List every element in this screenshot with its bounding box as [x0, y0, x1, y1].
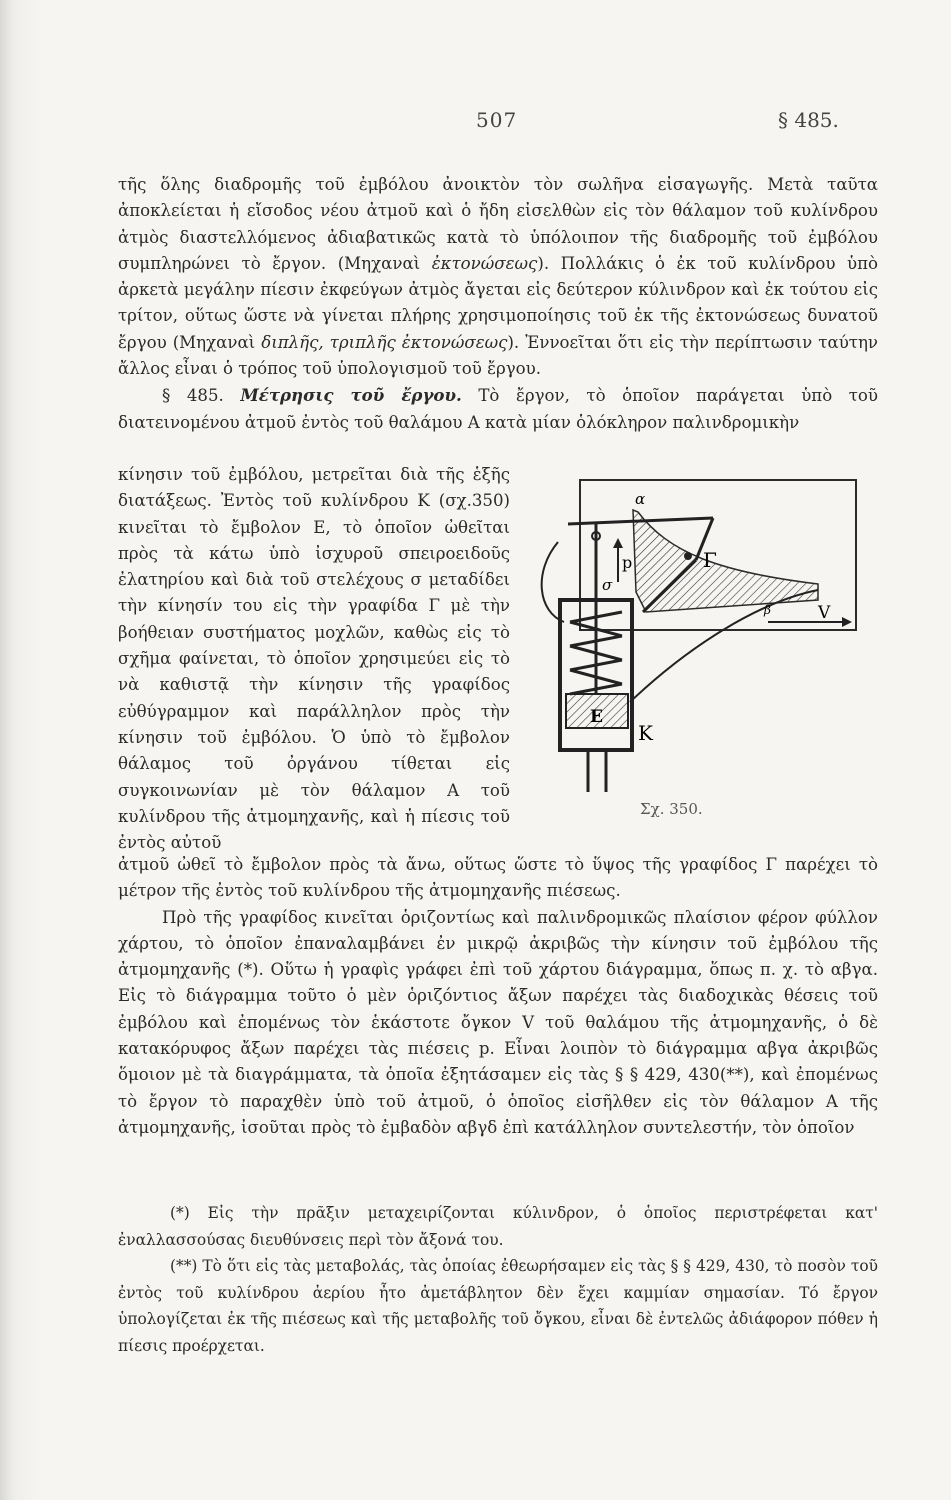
label-v: V — [818, 603, 831, 623]
section-title: Μέτρησις τοῦ ἔργου. — [240, 385, 462, 406]
paragraph-expansion — [118, 172, 878, 382]
p-arrowhead — [613, 538, 623, 548]
footnote-2: (**) Τὸ ὅτι εἰς τὰς μεταβολάς, τὰς ὁποίας ἐθεωρήσαμεν εἰς τὰς § § 429, 430, τὸ ποσὸν τοῦ ἐντὸς τοῦ κυλίνδρου ἀερίου ἦτο ἀμετάβλητον δὲν ἔχει καμμίαν σημασίαν. Τό ἔργον ὑπολογίζεται ἐκ τῆς πιέσεως καὶ τῆς μεταβολῆς τοῦ ὄγκου, εἶναι δὲ ἐντελῶς ἀδιάφορον πόθεν ἡ πίεσις προέρχεται. — [118, 1257, 878, 1355]
section-number: § 485. — [162, 386, 224, 406]
label-alpha: α — [635, 490, 646, 508]
text-run: τῆς ὅλης διαδρομῆς τοῦ ἐμβόλου ἀνοικτὸν τὸν σωλῆνα εἰσαγωγῆς. Μετὰ ταῦτα ἀποκλείεται ἡ εἴσοδος νέου ἀτμοῦ καὶ ὁ ἤδη εἰσελθὼν εἰς τὸν θάλαμον τοῦ κυλίνδρου ἀτμὸς διαστελλόμενος ἀδιαβατικῶς κατὰ τὸ ὑπόλοιπον τῆς διαδρομῆς τοῦ ἐμβόλου συμπληρώνει τὸ ἔργον. (Μηχαναὶ — [118, 175, 878, 273]
text-run: ). Πολλάκις ὁ ἐκ τοῦ κυλίνδρου ὑπὸ ἀρκετὰ μεγάλην πίεσιν ἐκφεύγων ἀτμὸς ἄγεται εἰς δεύτερον κύλινδρον καὶ ἐκ τούτου εἰς τρίτον, οὕτως ὥστε νὰ γίνεται πλήρης χρησιμοποίησις τοῦ ἐκ τῆς ἐκτονώσεως δυνατοῦ ἔργου (Μηχαναὶ — [118, 253, 878, 352]
figure-caption: Σχ. 350. — [640, 800, 703, 818]
paragraph-continuation: ἀτμοῦ ὠθεῖ τὸ ἔμβολον πρὸς τὰ ἄνω, οὕτως ὥστε τὸ ὕψος τῆς γραφίδος Γ παρέχει τὸ μέτρον τῆς ἐντὸς τοῦ κυλίνδρου τῆς ἀτμομηχανῆς πιέσεως. — [118, 855, 878, 901]
label-p: p — [622, 553, 633, 572]
pivot-joint — [684, 552, 692, 560]
v-arrowhead — [842, 617, 852, 627]
label-gamma: Γ — [703, 548, 717, 572]
paragraph-section-485 — [118, 382, 878, 436]
paragraph-stylus: Πρὸ τῆς γραφίδος κινεῖται ὁριζοντίως καὶ παλινδρομικῶς πλαίσιον φέρον φύλλον χάρτου, τὸ ὁποῖον ἐπαναλαμβάνει ἐν μικρῷ ἀκριβῶς τὴν κίνησιν τοῦ ἐμβόλου τῆς ἀτμομηχανῆς (*). Οὕτω ἡ γραφὶς γράφει ἐπὶ τοῦ χάρτου διάγραμμα, ὅπως π. χ. τὸ αβγα. Εἰς τὸ διάγραμμα τοῦτο ὁ μὲν ὁριζόντιος ἄξων παρέχει τὰς διαδοχικὰς θέσεις τοῦ ἐμβόλου καὶ ἐπομένως τὸν ἑκάστοτε ὄγκον V τοῦ θαλάμου τῆς ἀτμομηχανῆς, ὁ δὲ κατακόρυφος ἄξων παρέχει τὰς πιέσεις p. Εἶναι λοιπὸν τὸ διάγραμμα αβγα ἀκριβῶς ὅμοιον μὲ τὰ διαγράμματα, τὰ ὁποῖα ἐξητάσαμεν εἰς τὰς § § 429, 430(**), καὶ ἐπομένως τὸ ἔργον τὸ παραχθὲν ὑπὸ τοῦ ἀτμοῦ, ὁ ὁποῖος εἰσῆλθεν εἰς τὸν θάλαμον Α τῆς ἀτμομηχανῆς, ἰσοῦται πρὸς τὸ ἐμβαδὸν αβγδ ἐπὶ κατάλληλον συντελεστήν, τὸν ὁποῖον — [118, 907, 878, 1137]
figure-indicator-diagram — [518, 472, 874, 802]
label-e: E — [590, 707, 603, 727]
footnote-1: (*) Εἰς τὴν πρᾶξιν μεταχειρίζονται κύλινδρον, ὁ ὁποῖος περιστρέφεται κατ' ἐναλλασσούσας διευθύνσεις περὶ τὸν ἄξονά του. — [118, 1204, 878, 1249]
italic-term: ἐκτονώσεως — [431, 253, 538, 273]
label-beta: β — [764, 603, 771, 617]
main-text-continued — [118, 852, 878, 1141]
page-number: 507 — [476, 108, 518, 132]
italic-term: διπλῆς, τριπλῆς ἐκτονώσεως — [261, 332, 508, 352]
inlet-pipe — [588, 750, 606, 792]
indicator-diagram-svg — [518, 472, 874, 802]
text-run: Τὸ ἔργον, τὸ ὁποῖον παράγεται ὑπὸ τοῦ διατεινομένου ἀτμοῦ ἐντὸς τοῦ θαλάμου Α κατὰ μίαν ὁλόκληρον παλινδρομικὴν — [118, 386, 879, 432]
wrapped-paragraph: κίνησιν τοῦ ἐμβόλου, μετρεῖται διὰ τῆς ἑξῆς διατάξεως. Ἐντὸς τοῦ κυλίνδρου Κ (σχ.350) κινεῖται τὸ ἔμβολον Ε, τὸ ὁποῖον ὠθεῖται πρὸς τὰ κάτω ὑπὸ ἰσχυροῦ σπειροειδοῦς ἐλατηρίου καὶ διὰ τοῦ στελέχους σ μεταδίδει τὴν κίνησίν του εἰς τὴν γραφίδα Γ μὲ τὴν βοήθειαν συστήματος μοχλῶν, καθὼς εἰς τὸ σχῆμα φαίνεται, τὸ ὁποῖον χρησιμεύει εἰς τὸ νὰ καθιστᾷ τὴν κίνησιν τῆς γραφίδος εὐθύγραμμον καὶ παράλληλον πρὸς τὴν κίνησιν τοῦ ἐμβόλου. Ὁ ὑπὸ τὸ ἔμβολον θάλαμος τοῦ ὀργάνου τίθεται εἰς συγκοινωνίαν μὲ τὸν θάλαμον Α τοῦ κυλίνδρου τῆς ἀτμομηχανῆς, καὶ ἡ πίεσις τοῦ ἐντὸς αὐτοῦ — [118, 465, 510, 853]
text-run: ). Ἐννοεῖται ὅτι εἰς τὴν περίπτωσιν ταύτην ἄλλος εἶναι ὁ τρόπος τοῦ ὑπολογισμοῦ τοῦ ἔργου. — [118, 332, 878, 379]
main-text — [118, 172, 878, 436]
label-k: K — [638, 721, 653, 745]
footnotes — [118, 1200, 878, 1359]
page-header — [0, 108, 951, 138]
label-sigma: σ — [602, 576, 613, 594]
section-reference: § 485. — [778, 108, 839, 132]
